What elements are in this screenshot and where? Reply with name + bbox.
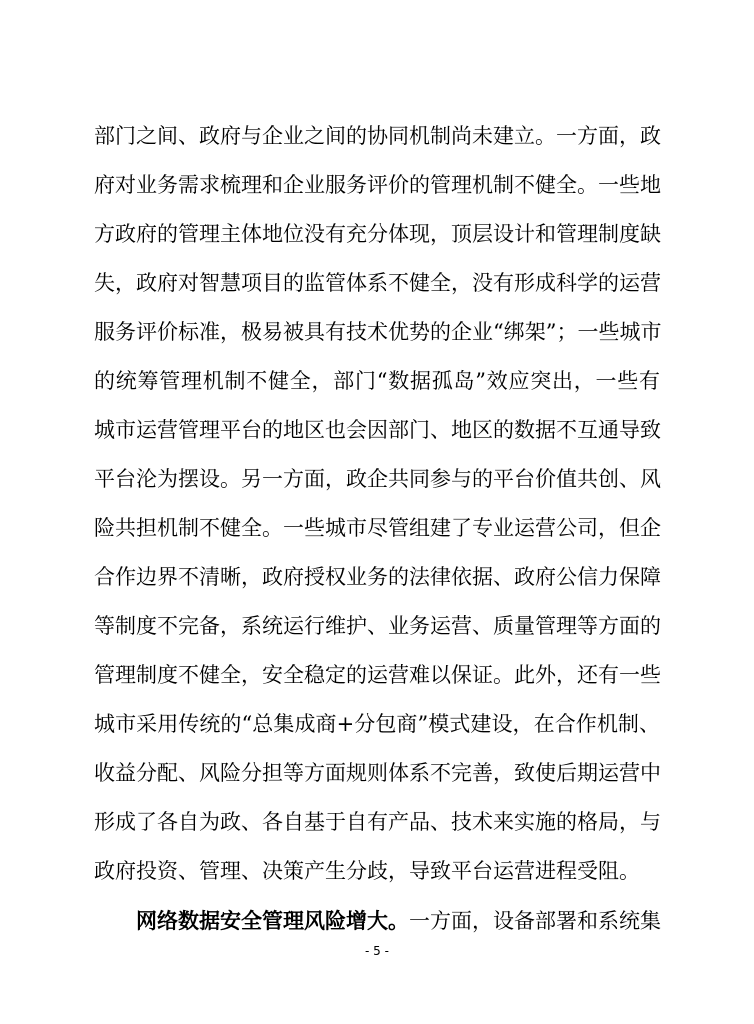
section-heading: 网络数据安全管理风险增大。 xyxy=(136,908,409,933)
text-line: 形成了各自为政、各自基于自有产品、技术来实施的格局，与 xyxy=(94,810,661,834)
text-line: 部门之间、政府与企业之间的协同机制尚未建立。一方面，政 xyxy=(94,124,661,148)
text-line: 城市采用传统的“总集成商+分包商”模式建设，在合作机制、 xyxy=(94,712,660,736)
text-line: 合作边界不清晰，政府授权业务的法律依据、政府公信力保障 xyxy=(94,565,661,589)
body-text xyxy=(94,112,660,945)
text-line: 府对业务需求梳理和企业服务评价的管理机制不健全。一些地 xyxy=(94,173,661,197)
text-line: 服务评价标准，极易被具有技术优势的企业“绑架”；一些城市 xyxy=(94,320,662,344)
text-line: 政府投资、管理、决策产生分歧，导致平台运营进程受阻。 xyxy=(94,859,640,883)
text-line: 失，政府对智慧项目的监管体系不健全，没有形成科学的运营 xyxy=(94,271,661,295)
paragraph-line xyxy=(94,896,660,945)
text-line: 管理制度不健全，安全稳定的运营难以保证。此外，还有一些 xyxy=(94,663,661,687)
paragraph-text: 一方面，设备部署和系统集 xyxy=(409,909,661,933)
text-line: 险共担机制不健全。一些城市尽管组建了专业运营公司，但企 xyxy=(94,516,661,540)
text-line: 收益分配、风险分担等方面规则体系不完善，致使后期运营中 xyxy=(94,761,661,785)
text-line: 等制度不完备，系统运行维护、业务运营、质量管理等方面的 xyxy=(94,614,661,638)
text-line: 平台沦为摆设。另一方面，政企共同参与的平台价值共创、风 xyxy=(94,467,661,491)
text-line: 的统筹管理机制不健全，部门“数据孤岛”效应突出，一些有 xyxy=(94,369,660,393)
page-number: - 5 - xyxy=(365,944,389,958)
text-line: 方政府的管理主体地位没有充分体现，顶层设计和管理制度缺 xyxy=(94,222,661,246)
text-line: 城市运营管理平台的地区也会因部门、地区的数据不互通导致 xyxy=(94,418,661,442)
